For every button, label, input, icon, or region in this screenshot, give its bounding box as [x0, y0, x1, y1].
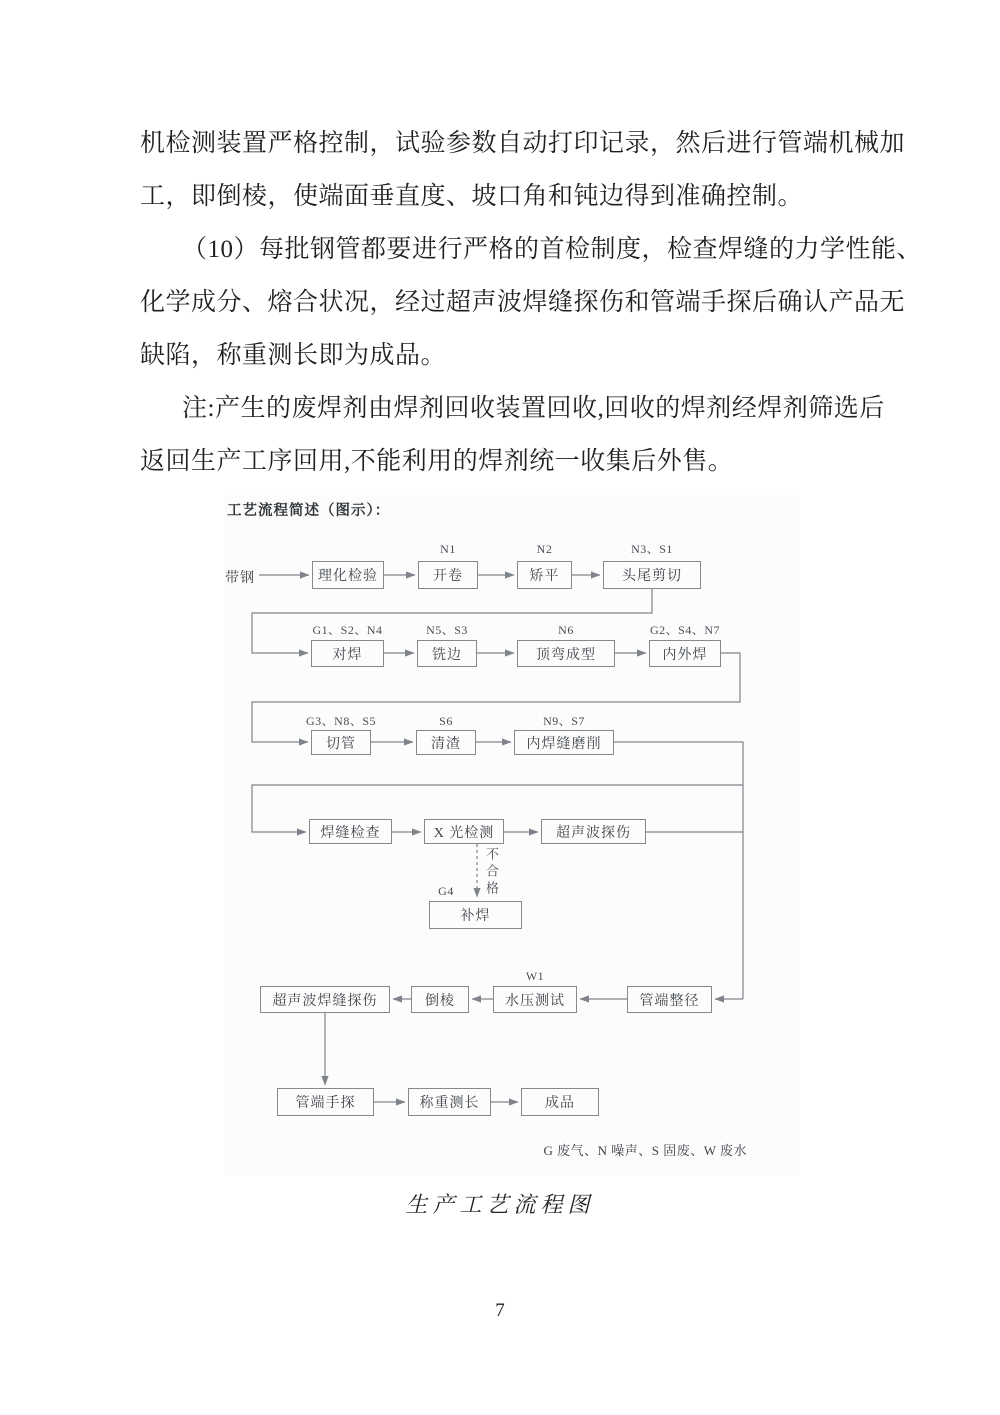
node-slag-cleaning: 清渣 [416, 730, 476, 755]
node-edge-milling: 铣边 [417, 640, 477, 667]
text-line: 注:产生的废焊剂由焊剂回收装置回收,回收的焊剂经焊剂筛选后 [182, 395, 885, 422]
node-chamfering: 倒棱 [411, 986, 469, 1013]
node-weigh-and-measure: 称重测长 [408, 1088, 491, 1116]
node-xray-inspection: X 光检测 [424, 819, 504, 844]
process-flowchart [225, 495, 800, 1175]
node-ultrasonic-flaw-detection: 超声波探伤 [541, 819, 646, 844]
node-code-bend-forming: N6 [558, 623, 574, 637]
text-line: 返回生产工序回用,不能利用的焊剂统一收集后外售。 [140, 448, 734, 475]
node-leveling: 矫平 [517, 561, 572, 589]
node-uncoiling: 开卷 [418, 561, 478, 589]
flowchart-title: 工艺流程简述（图示）： [227, 503, 391, 519]
node-code-leveling: N2 [536, 542, 553, 556]
node-code-edge-milling: N5、S3 [426, 623, 468, 637]
body-text [140, 117, 923, 488]
text-line: 缺陷，称重测长即为成品。 [140, 342, 447, 369]
node-pipe-cutting: 切管 [311, 730, 371, 755]
node-ultrasonic-weld-seam-test: 超声波焊缝探伤 [260, 986, 390, 1013]
node-pipe-end-hand-probe: 管端手探 [277, 1088, 374, 1116]
node-code-repair-weld: G4 [438, 884, 454, 898]
node-repair-weld: 补焊 [429, 901, 522, 929]
node-code-hydro-test: W1 [525, 969, 545, 983]
node-code-inner-outer-weld: G2、S4、N7 [649, 623, 720, 637]
node-butt-weld: 对焊 [311, 640, 384, 667]
page-number: 7 [495, 1300, 505, 1321]
flowchart-legend: G 废气、N 噪声、S 固废、W 废水 [543, 1143, 747, 1158]
node-code-butt-weld: G1、S2、N4 [312, 623, 383, 637]
fail-label: 不合格 [484, 847, 499, 898]
node-weld-seam-check: 焊缝检查 [309, 819, 392, 844]
node-head-tail-cut: 头尾剪切 [603, 561, 701, 589]
node-finished-product: 成品 [521, 1088, 599, 1116]
strip-steel-label: 带钢 [225, 571, 255, 586]
node-inner-weld-grinding: 内焊缝磨削 [514, 730, 614, 755]
node-code-slag-cleaning: S6 [439, 714, 453, 728]
figure-caption: 生产工艺流程图 [405, 1192, 595, 1217]
node-hydrostatic-test: 水压测试 [493, 986, 577, 1013]
node-code-pipe-cutting: G3、N8、S5 [305, 714, 376, 728]
text-line: 工，即倒棱，使端面垂直度、坡口角和钝边得到准确控制。 [140, 183, 804, 210]
node-code-inner-weld-grinding: N9、S7 [543, 714, 585, 728]
node-code-uncoiling: N1 [440, 542, 456, 556]
node-physicochemical-inspection: 理化检验 [312, 561, 384, 589]
node-bend-forming: 顶弯成型 [517, 640, 615, 667]
node-inner-outer-weld: 内外焊 [649, 640, 721, 667]
text-line: 机检测装置严格控制，试验参数自动打印记录，然后进行管端机械加 [140, 130, 906, 157]
node-pipe-end-sizing: 管端整径 [627, 986, 712, 1013]
text-line: 化学成分、熔合状况，经过超声波焊缝探伤和管端手探后确认产品无 [140, 289, 906, 316]
text-line: （10）每批钢管都要进行严格的首检制度，检查焊缝的力学性能、 [182, 236, 923, 263]
node-code-head-tail-cut: N3、S1 [631, 542, 673, 556]
